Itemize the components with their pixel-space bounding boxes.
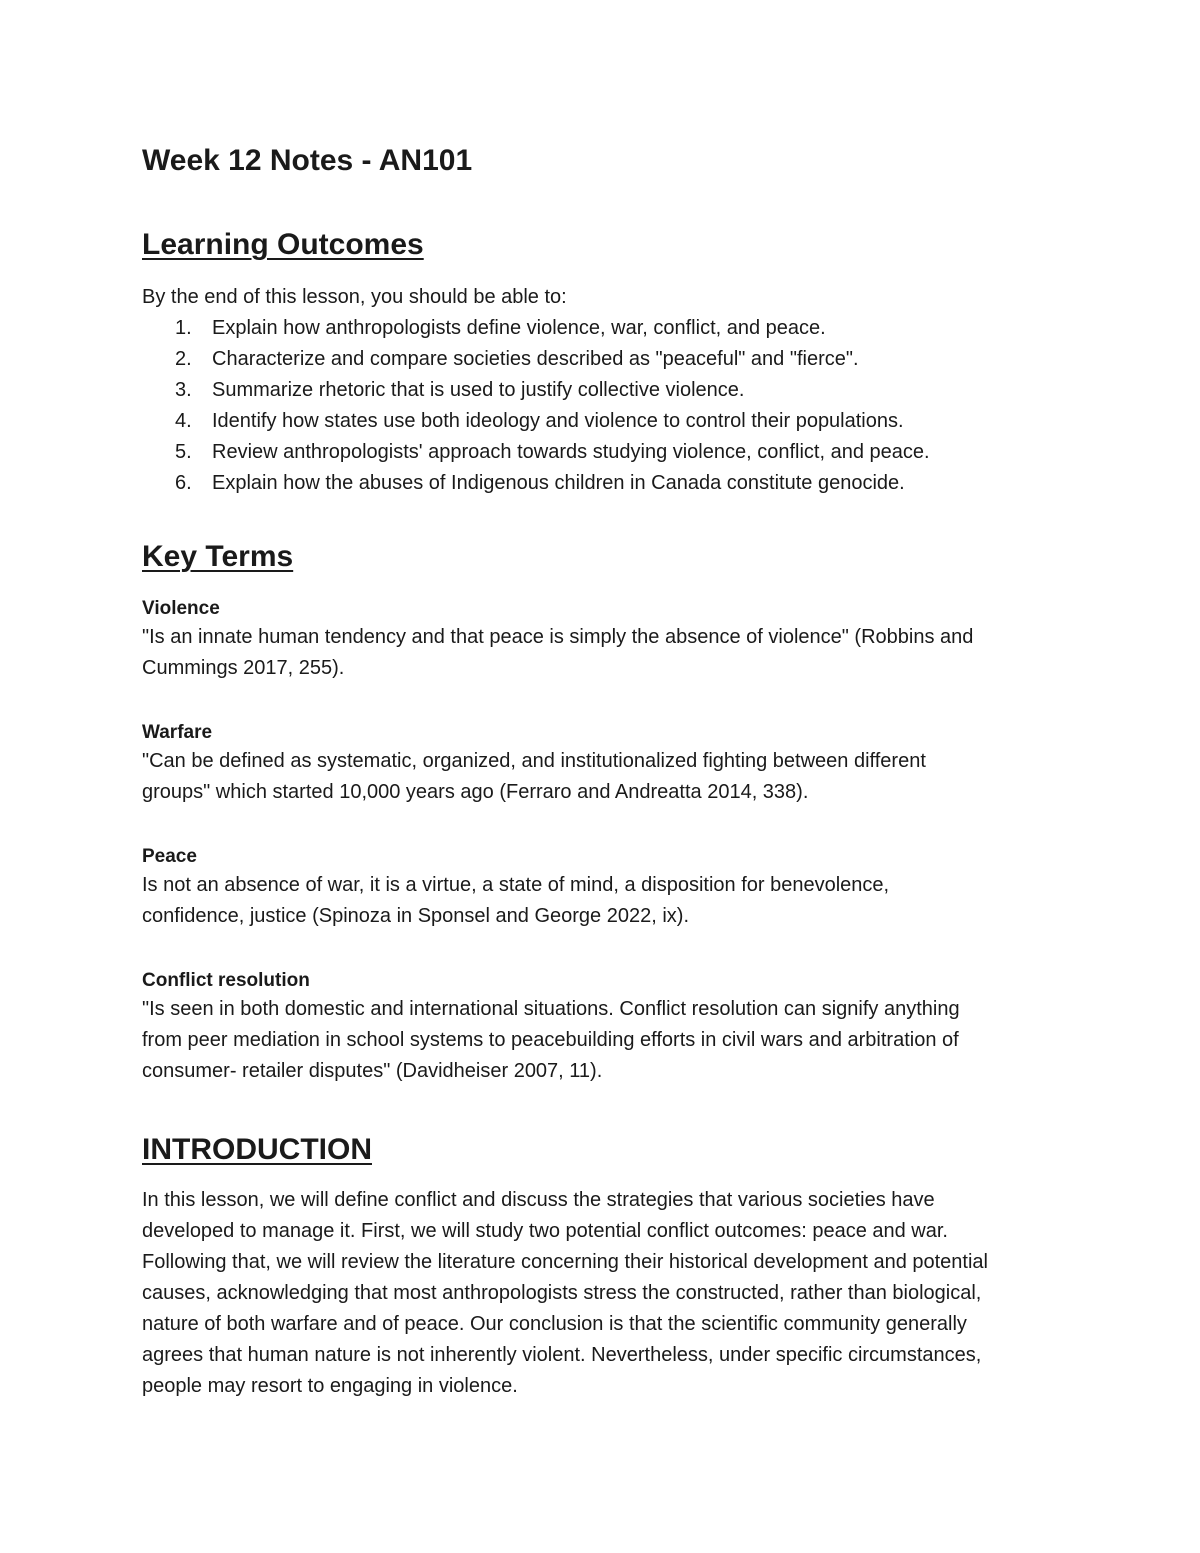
- learning-outcomes-heading: Learning Outcomes: [142, 228, 424, 261]
- outcome-item: [142, 437, 930, 468]
- definition-line: Cummings 2017, 255).: [142, 657, 345, 679]
- outcome-item: [142, 344, 930, 375]
- term-title: Peace: [142, 846, 197, 867]
- outcome-text: Review anthropologists' approach towards studying violence, conflict, and peace.: [212, 441, 930, 463]
- outcome-text: Characterize and compare societies described as "peaceful" and "fierce".: [212, 348, 859, 370]
- outcome-text: Explain how the abuses of Indigenous children in Canada constitute genocide.: [212, 472, 905, 494]
- body-line: Following that, we will review the literature concerning their historical development and potential: [142, 1251, 988, 1273]
- outcome-item: [142, 406, 930, 437]
- term-title: Conflict resolution: [142, 970, 310, 991]
- key-term-peace: [142, 844, 1062, 932]
- key-term-warfare: [142, 720, 1062, 808]
- introduction-body: [142, 1185, 1072, 1402]
- outcome-text: Explain how anthropologists define violence, war, conflict, and peace.: [212, 317, 826, 339]
- key-term-conflict-resolution: [142, 968, 1062, 1087]
- introduction-heading: INTRODUCTION: [142, 1133, 372, 1166]
- term-title: Violence: [142, 598, 220, 619]
- body-line: nature of both warfare and of peace. Our conclusion is that the scientific community generally: [142, 1313, 967, 1335]
- outcome-item: [142, 313, 930, 344]
- body-line: causes, acknowledging that most anthropologists stress the constructed, rather than biological,: [142, 1282, 982, 1304]
- definition-line: "Can be defined as systematic, organized, and institutionalized fighting between different: [142, 750, 926, 772]
- definition-line: consumer- retailer disputes" (Davidheiser 2007, 11).: [142, 1060, 603, 1082]
- definition-line: "Is an innate human tendency and that peace is simply the absence of violence" (Robbins and: [142, 626, 974, 648]
- body-line: people may resort to engaging in violence.: [142, 1375, 518, 1397]
- outcome-number: 1.: [175, 317, 192, 339]
- outcome-text: Identify how states use both ideology and violence to control their populations.: [212, 410, 904, 432]
- learning-outcomes-list: [142, 313, 930, 499]
- outcome-number: 4.: [175, 410, 192, 432]
- outcome-number: 3.: [175, 379, 192, 401]
- term-definition: [142, 994, 1062, 1087]
- body-line: developed to manage it. First, we will study two potential conflict outcomes: peace and war.: [142, 1220, 948, 1242]
- term-definition: [142, 622, 1062, 684]
- definition-line: "Is seen in both domestic and international situations. Conflict resolution can signify anything: [142, 998, 960, 1020]
- term-definition: [142, 746, 1062, 808]
- outcome-text: Summarize rhetoric that is used to justify collective violence.: [212, 379, 745, 401]
- definition-line: Is not an absence of war, it is a virtue, a state of mind, a disposition for benevolence,: [142, 874, 890, 896]
- term-definition: [142, 870, 1062, 932]
- outcome-number: 2.: [175, 348, 192, 370]
- definition-line: from peer mediation in school systems to peacebuilding efforts in civil wars and arbitration of: [142, 1029, 959, 1051]
- body-line: In this lesson, we will define conflict and discuss the strategies that various societies have: [142, 1189, 935, 1211]
- outcome-number: 6.: [175, 472, 192, 494]
- definition-line: confidence, justice (Spinoza in Sponsel and George 2022, ix).: [142, 905, 690, 927]
- learning-outcomes-intro: By the end of this lesson, you should be able to:: [142, 286, 567, 308]
- outcome-item: [142, 375, 930, 406]
- body-line: agrees that human nature is not inherently violent. Nevertheless, under specific circumstances,: [142, 1344, 982, 1366]
- definition-line: groups" which started 10,000 years ago (Ferraro and Andreatta 2014, 338).: [142, 781, 809, 803]
- key-term-violence: [142, 596, 1062, 684]
- document-title: Week 12 Notes - AN101: [142, 144, 473, 177]
- term-title: Warfare: [142, 722, 213, 743]
- outcome-number: 5.: [175, 441, 192, 463]
- key-terms-heading: Key Terms: [142, 540, 294, 573]
- outcome-item: [142, 468, 930, 499]
